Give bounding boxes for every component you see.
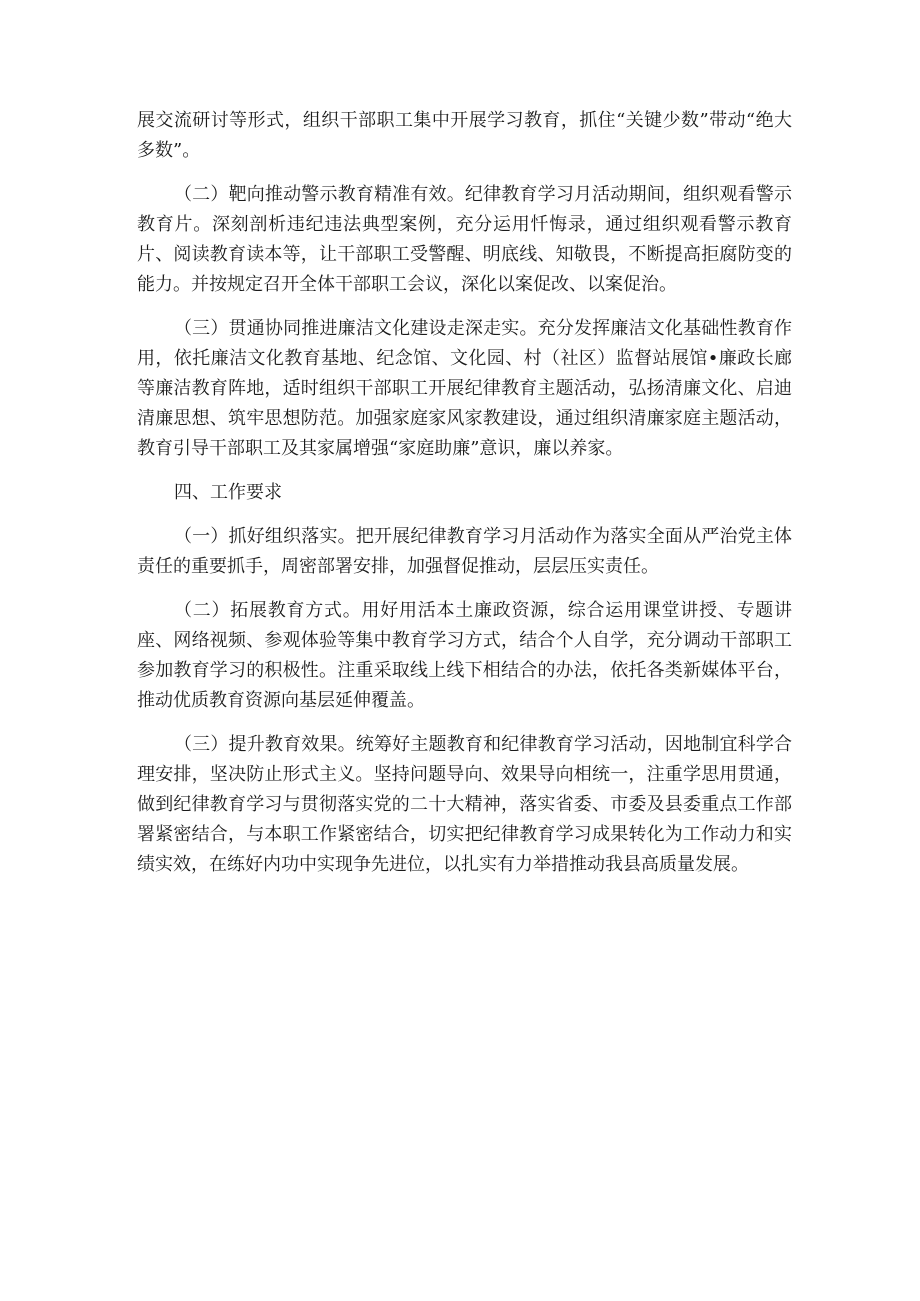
paragraph-warning-education: （二）靶向推动警示教育精准有效。纪律教育学习月活动期间，组织观看警示教育片。深刻剖析违纪违法典型案例，充分运用忏悔录，通过组织观看警示教育片、阅读教育读本等，让干部职工受警醒、明底线、知敬畏，不断提高拒腐防变的能力。并按规定召开全体干部职工会议，深化以案促改、以案促治。 <box>137 184 792 295</box>
paragraph-organization: （一）抓好组织落实。把开展纪律教育学习月活动作为落实全面从严治党主体责任的重要抓手，周密部署安排，加强督促推动，层层压实责任。 <box>137 526 792 577</box>
paragraph-education-effect: （三）提升教育效果。统筹好主题教育和纪律教育学习活动，因地制宜科学合理安排，坚决防止形式主义。坚持问题导向、效果导向相统一，注重学思用贯通，做到纪律教育学习与贯彻落实党的二十大精神，落实省委、市委及县委重点工作部署紧密结合，与本职工作紧密结合，切实把纪律教育学习成果转化为工作动力和实绩实效，在练好内功中实现争先进位，以扎实有力举措推动我县高质量发展。 <box>137 734 792 875</box>
paragraph-clean-culture: （三）贯通协同推进廉洁文化建设走深走实。充分发挥廉洁文化基础性教育作用，依托廉洁文化教育基地、纪念馆、文化园、村（社区）监督站展馆•廉政长廊等廉洁教育阵地，适时组织干部职工开展纪律教育主题活动，弘扬清廉文化、启迪清廉思想、筑牢思想防范。加强家庭家风家教建设，通过组织清廉家庭主题活动，教育引导干部职工及其家属增强“家庭助廉”意识，廉以养家。 <box>137 318 792 459</box>
document-body <box>137 106 792 894</box>
paragraph-education-methods: （二）拓展教育方式。用好用活本土廉政资源，综合运用课堂讲授、专题讲座、网络视频、参观体验等集中教育学习方式，结合个人自学，充分调动干部职工参加教育学习的积极性。注重采取线上线下相结合的办法，依托各类新媒体平台，推动优质教育资源向基层延伸覆盖。 <box>137 600 792 711</box>
section-heading-work-requirements: 四、工作要求 <box>174 482 282 503</box>
paragraph-continuation: 展交流研讨等形式，组织干部职工集中开展学习教育，抓住“关键少数”带动“绝大多数”。 <box>137 110 792 161</box>
